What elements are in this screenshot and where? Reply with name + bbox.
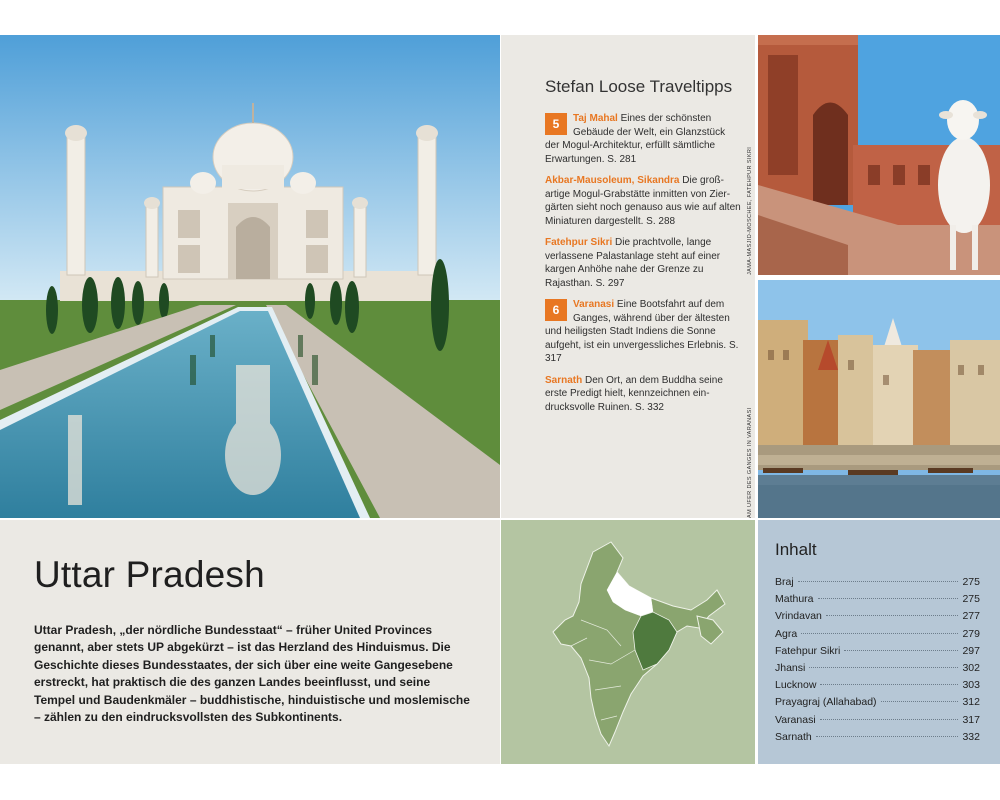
varanasi-photo: [758, 280, 1000, 518]
contents-panel: [758, 520, 1000, 764]
tip-name: Taj Mahal: [573, 113, 618, 124]
chapter-title: Uttar Pradesh: [34, 554, 265, 595]
contents-item: [775, 662, 980, 679]
contents-label: Varanasi: [775, 713, 816, 726]
tip-name: Sarnath: [545, 374, 583, 386]
traveltipps-title: Stefan Loose Traveltipps: [545, 77, 733, 96]
contents-label: Agra: [775, 627, 798, 640]
varanasi-caption: AM UFER DES GANGES IN VARANASI: [747, 407, 753, 518]
contents-item: [775, 576, 980, 593]
tip-item: [545, 174, 741, 228]
tip-item: [545, 374, 741, 415]
tip-number-badge: 5: [545, 113, 567, 135]
tip-item: [545, 112, 741, 166]
contents-page: 302: [962, 661, 980, 674]
contents-label: Braj: [775, 576, 794, 588]
contents-label: Jhansi: [775, 661, 806, 674]
contents-page: 312: [962, 696, 980, 709]
contents-page: 275: [962, 593, 980, 606]
traveltipps-panel: [501, 35, 755, 518]
fatehpur-sikri-photo: [758, 35, 1000, 275]
tip-item: [545, 236, 741, 290]
contents-label: Mathura: [775, 593, 814, 606]
tip-text: Den Ort, an dem Buddha seine erste Predigt hielt, kennzeichnen eindrucksvolle Ruinen. S. 332: [545, 374, 723, 413]
tip-name: Varanasi: [573, 299, 615, 310]
tip-number-badge: 6: [545, 299, 567, 321]
contents-page: 297: [962, 644, 980, 657]
contents-title: Inhalt: [775, 540, 817, 559]
contents-item: [775, 714, 980, 731]
tip-text: Eine Bootsfahrt auf dem Ganges, während über der ältesten und heiligsten Stadt Indiens die Sonne aufgeht, ist ein unvergessliches Erlebnis. S. 317: [545, 299, 739, 364]
india-locator-map: [501, 520, 755, 764]
contents-label: Fatehpur Sikri: [775, 644, 841, 657]
contents-page: 332: [962, 730, 980, 743]
contents-page: 317: [962, 713, 980, 726]
guidebook-spread: [0, 35, 1000, 764]
contents-label: Prayagraj (Allahabad): [775, 696, 877, 709]
contents-item: [775, 610, 980, 627]
tip-text: Eines der schönsten Gebäude der Welt, ein Glanzstück der Mogul-Architektur, erfüllt sämtliche Erwartungen. S. 281: [545, 113, 726, 165]
taj-mahal-photo: [0, 35, 500, 518]
contents-list: [775, 576, 980, 748]
tip-item: [545, 298, 741, 366]
contents-item: [775, 696, 980, 713]
tip-name: Fatehpur Sikri: [545, 237, 613, 248]
contents-item: [775, 628, 980, 645]
contents-label: Vrindavan: [775, 610, 822, 623]
contents-label: Sarnath: [775, 730, 812, 743]
traveltipps-list: [545, 112, 741, 414]
tip-text: Die prachtvolle, lange verlassene Palastanlage steht auf einer kargen Anhöhe nahe der Grenze zu Rajasthan. S. 297: [545, 237, 721, 289]
contents-page: 303: [962, 679, 980, 692]
contents-page: 279: [962, 627, 980, 640]
contents-page: 275: [962, 576, 980, 588]
contents-item: [775, 731, 980, 748]
fatehpur-caption: JAMA-MASJID-MOSCHEE, FATEHPUR SIKRI: [747, 146, 753, 275]
contents-item: [775, 645, 980, 662]
contents-item: [775, 593, 980, 610]
contents-page: 277: [962, 610, 980, 623]
tip-text: Die großartige Mogul-Grabstätte inmitten von Ziergärten sieht noch genauso aus wie auf alten Miniaturen dargestellt. S. 288: [545, 175, 741, 227]
contents-item: [775, 679, 980, 696]
intro-panel: [0, 520, 500, 764]
tip-name: Akbar-Mausoleum, Sikandra: [545, 175, 680, 186]
intro-paragraph: Uttar Pradesh, „der nördliche Bundesstaat“ – früher United Provinces genannt, aber stets UP abgekürzt – ist das Herzland des Hinduismus. Die Geschichte dieses Bundesstaates, der sich über eine weite Gangesebene erstreckt, hat praktisch die des ganzen Landes beeinflusst, und seine Tempel und Baudenkmäler – buddhistische, hinduistische und moslemische – zählen zu den eindrucksvollsten des Subkontinents.: [34, 623, 470, 725]
contents-label: Lucknow: [775, 679, 817, 692]
